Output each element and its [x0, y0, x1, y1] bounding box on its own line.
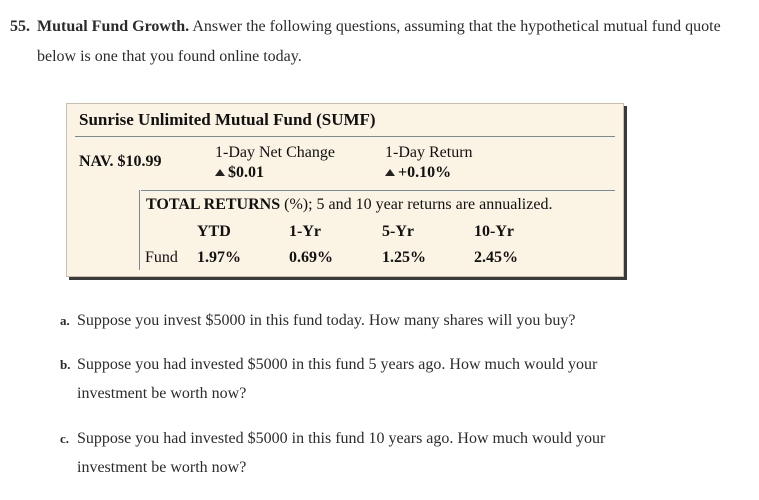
up-triangle-icon [385, 169, 395, 176]
net-change [215, 164, 264, 182]
net-change-label: 1-Day Net Change [215, 144, 335, 161]
question-c [60, 424, 710, 482]
value-10yr: 2.45% [474, 249, 518, 266]
row-label-fund: Fund [145, 249, 178, 266]
up-triangle-icon [215, 169, 225, 176]
column-header-5yr: 5-Yr [382, 223, 414, 240]
question-text-line2: investment be worth now? [77, 385, 247, 402]
day-return-value: +0.10% [398, 164, 452, 181]
question-label: a. [60, 313, 70, 328]
problem-intro [10, 12, 727, 72]
question-label: b. [60, 357, 71, 372]
total-returns-note: (%); 5 and 10 year returns are annualized. [280, 196, 553, 213]
fund-name: Sunrise Unlimited Mutual Fund (SUMF) [79, 110, 376, 129]
divider [141, 190, 615, 191]
question-a [60, 306, 710, 335]
day-return-label: 1-Day Return [385, 144, 473, 161]
question-text-line1: Suppose you had invested $5000 in this fund 10 years ago. How much would your [77, 430, 606, 447]
problem-intro-text: Answer the following questions, assuming that the hypothetical mutual fund quote below is one that you found online today. [37, 18, 721, 65]
question-text-line2: investment be worth now? [77, 459, 247, 476]
problem-number: 55. [10, 18, 30, 35]
total-returns-heading [146, 196, 552, 214]
net-change-value: $0.01 [228, 164, 264, 181]
value-ytd: 1.97% [197, 249, 241, 266]
value-1yr: 0.69% [289, 249, 333, 266]
problem-title: Mutual Fund Growth. [37, 18, 190, 35]
column-header-10yr: 10-Yr [474, 223, 514, 240]
question-label: c. [60, 431, 70, 446]
question-text: Suppose you invest $5000 in this fund today. How many shares will you buy? [77, 312, 576, 329]
question-text-line1: Suppose you had invested $5000 in this fund 5 years ago. How much would your [77, 356, 598, 373]
question-b [60, 350, 710, 408]
total-returns-bold: TOTAL RETURNS [146, 196, 281, 213]
divider [75, 136, 615, 137]
nav-value: NAV. $10.99 [79, 153, 162, 170]
value-5yr: 1.25% [382, 249, 426, 266]
column-header-ytd: YTD [197, 223, 231, 240]
day-return [385, 164, 451, 182]
divider [139, 190, 140, 270]
column-header-1yr: 1-Yr [289, 223, 321, 240]
fund-quote-box [66, 103, 624, 277]
